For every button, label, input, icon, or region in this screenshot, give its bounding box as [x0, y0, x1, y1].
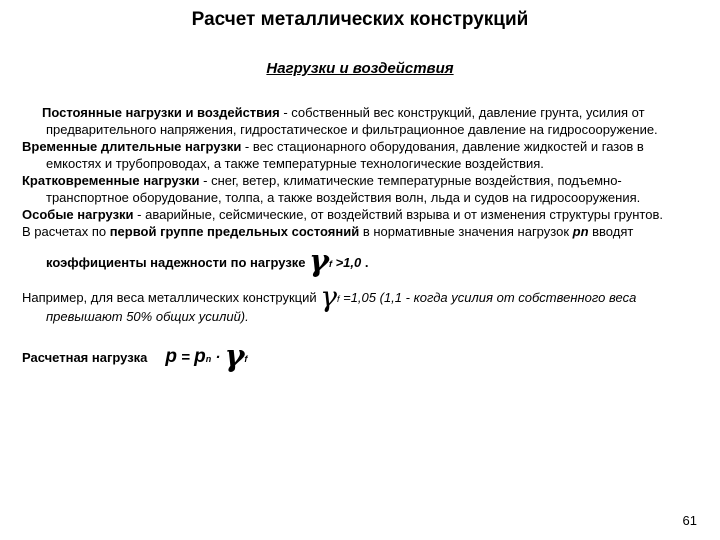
- paragraph-short-term-loads: [22, 172, 702, 206]
- formula-pn-subscript: n: [205, 354, 212, 364]
- subscript-f: f: [244, 354, 248, 364]
- term-permanent-loads: Постоянные нагрузки и воздействия: [42, 105, 280, 120]
- term-reliability-coefficient: коэффициенты надежности по нагрузке: [46, 255, 306, 270]
- gamma-symbol: γ: [224, 339, 245, 374]
- page-title: Расчет металлических конструкций: [191, 9, 529, 30]
- term-short-term-loads: Кратковременные нагрузки: [22, 173, 200, 188]
- definition-long-term-loads: - вес стационарного оборудования, давление жидкостей и газов в емкостях и трубопроводах, а также температурные технологические воздействия.: [46, 139, 644, 171]
- gamma-symbol: γ: [309, 244, 329, 279]
- definition-short-term-loads: - снег, ветер, климатические температурные воздействия, подъемно-транспортное оборудование, толпа, а также воздействия волн, льда и судов на гидросооружения.: [46, 173, 641, 205]
- formula-p: p: [165, 346, 178, 367]
- coefficient-note: (1,1 - когда усилия от собственного веса превышают 50% общих усилий).: [46, 290, 637, 324]
- formula-pn: p: [194, 346, 206, 367]
- text-segment: вводят: [588, 224, 634, 239]
- definition-special-loads: - аварийные, сейсмические, от воздействий взрыва и от изменения структуры грунтов.: [133, 207, 663, 222]
- text-segment: Например, для веса металлических конструкций: [22, 290, 321, 305]
- paragraph-long-term-loads: [22, 138, 702, 172]
- paragraph-permanent-loads: [22, 104, 702, 138]
- term-first-limit-state: первой группе предельных состояний: [109, 224, 360, 239]
- formula-dot: ·: [211, 349, 225, 366]
- formula-equals: =: [177, 349, 195, 366]
- document-body: [22, 104, 702, 374]
- sentence-end: .: [361, 255, 369, 270]
- paragraph-first-limit-state: [22, 223, 702, 240]
- design-load-formula: [22, 339, 702, 374]
- text-segment: В расчетах по: [22, 224, 110, 239]
- definition-permanent-loads: - собственный вес конструкций, давление грунта, усилия от предварительного напряжения, гидростатическое и фильтрационное давление на гидросооружение.: [46, 105, 658, 137]
- paragraph-reliability-coefficient: [22, 244, 702, 279]
- subscript-f: f: [336, 294, 340, 304]
- subscript-f: f: [328, 259, 332, 269]
- paragraph-example: [22, 280, 702, 325]
- coefficient-value: =1,05: [339, 290, 377, 305]
- gamma-symbol: γ: [320, 280, 337, 313]
- text-segment: в нормативные значения нагрузок: [359, 224, 573, 239]
- term-special-loads: Особые нагрузки: [22, 207, 134, 222]
- term-long-term-loads: Временные длительные нагрузки: [22, 139, 242, 154]
- paragraph-special-loads: [22, 206, 702, 223]
- symbol-pn: pn: [572, 224, 589, 239]
- page-number: 61: [682, 513, 697, 528]
- formula-label: Расчетная нагрузка: [22, 350, 148, 365]
- section-subtitle: Нагрузки и воздействия: [266, 60, 454, 77]
- coefficient-condition: >1,0: [331, 255, 362, 270]
